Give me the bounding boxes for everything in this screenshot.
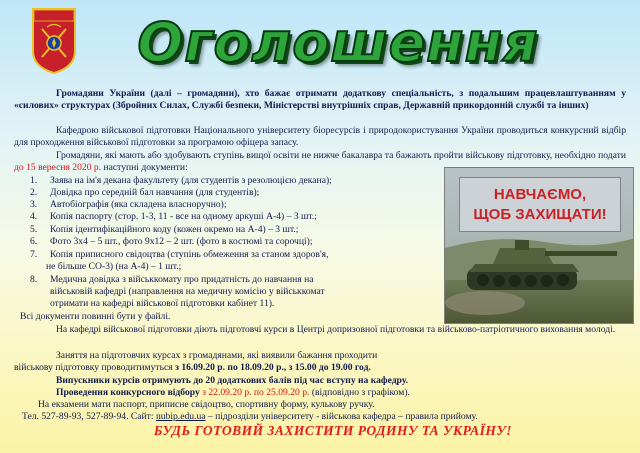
exams-note: На екзамени мати паспорт, приписне свідоцтво, спортивну форму, кулькову ручку. [38, 399, 375, 410]
banner-line: ЩОБ ЗАХИЩАТИ! [473, 206, 607, 223]
list-item-number: 4. [30, 211, 38, 222]
list-item-number: 7. [30, 249, 38, 260]
classes-dates: з 16.09.20 р. по 18.09.20 р., з 15.00 до 19.00 год. [175, 362, 371, 373]
list-item-number: 3. [30, 199, 38, 210]
page-title: Оголошення [137, 11, 539, 74]
contacts-phone: Тел. 527-89-93, 527-89-94. Сайт: [22, 411, 154, 422]
list-item: Медична довідка з військкомату про придатність до навчання на [50, 274, 314, 285]
classes-text: військову підготовку проводитимуться [14, 362, 173, 373]
list-item-number: 8. [30, 274, 38, 285]
list-item: Фото 3х4 – 5 шт., фото 9х12 – 2 шт. (фото в костюмі та сорочці); [50, 236, 313, 247]
intro-bold-text: Громадяни України (далі – громадяни), хто бажає отримати додаткову спеціальність, з подальшим працевлаштуванням у «силових» структурах (Збройних Силах, Службі безпеки, Міністерстві внутрішніх справ, Державній прикордонній службі та інших) [14, 88, 626, 112]
files-note: Всі документи повинні бути у файлі. [20, 311, 171, 322]
list-item: Автобіографія (яка складена власноручно); [50, 199, 227, 210]
list-item: Довідка про середній бал навчання (для студентів); [50, 187, 260, 198]
tank-photo [444, 167, 634, 324]
list-item: Заява на ім'я декана факультету (для студентів з резолюцією декана); [50, 175, 332, 186]
paragraph-classes-line2 [14, 362, 626, 374]
selection-dates: з 22.09.20 р. по 25.09.20 р. [202, 387, 310, 398]
list-item: Копія паспорту (стор. 1-3, 11 - все на одному аркуші А-4) – 3 шт.; [50, 211, 317, 222]
slogan: БУДЬ ГОТОВИЙ ЗАХИСТИТИ РОДИНУ ТА УКРАЇНУ! [153, 423, 513, 438]
paragraph-classes-line1: Заняття на підготовчих курсах з громадянами, які виявили бажання проходити [56, 350, 378, 361]
selection-line [56, 387, 616, 399]
photo-banner [459, 177, 621, 232]
selection-label: Проведення конкурсного відбору [56, 387, 200, 398]
military-emblem [30, 7, 78, 75]
deadline-text: до 15 вересня 2020 р. [14, 162, 102, 174]
list-item-continuation: військовій кафедрі (направлення на медичну комісію у військкомат [50, 286, 325, 297]
list-item-continuation: не більше СО-3) (на А-4) – 1 шт.; [46, 261, 182, 272]
shield-emblem-icon [30, 7, 78, 75]
intro-paragraph [14, 88, 626, 112]
requirements-text: Громадяни, які мають або здобувають ступінь вищої освіти не нижче бакалавра та бажають пройти військову підготовку, необхідно подати [56, 150, 626, 161]
list-item: Копія приписного свідоцтва (ступінь обмеження за станом здоров'я, [50, 249, 329, 260]
website-link[interactable]: nubip.edu.ua [155, 411, 206, 422]
list-item-number: 5. [30, 224, 38, 235]
requirements-end-text: наступні документи: [103, 162, 188, 174]
contacts-line [22, 411, 622, 423]
announcement-page [8, 4, 632, 449]
bonus-text: Випускники курсів отримують до 20 додаткових балів під час вступу на кафедру. [56, 375, 408, 386]
selection-note: (відповідно з графіком). [311, 387, 410, 398]
list-item: Копія ідентифікаційного коду (кожен окремо на А-4) – 3 шт.; [50, 224, 299, 235]
list-item-continuation: отримати на кафедрі військової підготовки кабінет 11). [50, 298, 275, 309]
banner-line: НАВЧАЄМО, [493, 186, 587, 203]
paragraph-department: Кафедрою військової підготовки Національного університету біоресурсів і природокористування України проводиться конкурсний відбір для проходження військової підготовки за програмою офіцера запасу. [14, 125, 626, 149]
paragraph-courses: На кафедрі військової підготовки діють підготовчі курси в Центрі допризовної підготовки та військово-патріотичного виховання молоді. [56, 324, 616, 335]
list-item-number: 1. [30, 175, 38, 186]
list-item-number: 2. [30, 187, 38, 198]
bonus-line [56, 375, 616, 387]
list-item-number: 6. [30, 236, 38, 247]
contacts-path: – підрозділи університету - військова кафедра – правила прийому. [207, 411, 478, 422]
